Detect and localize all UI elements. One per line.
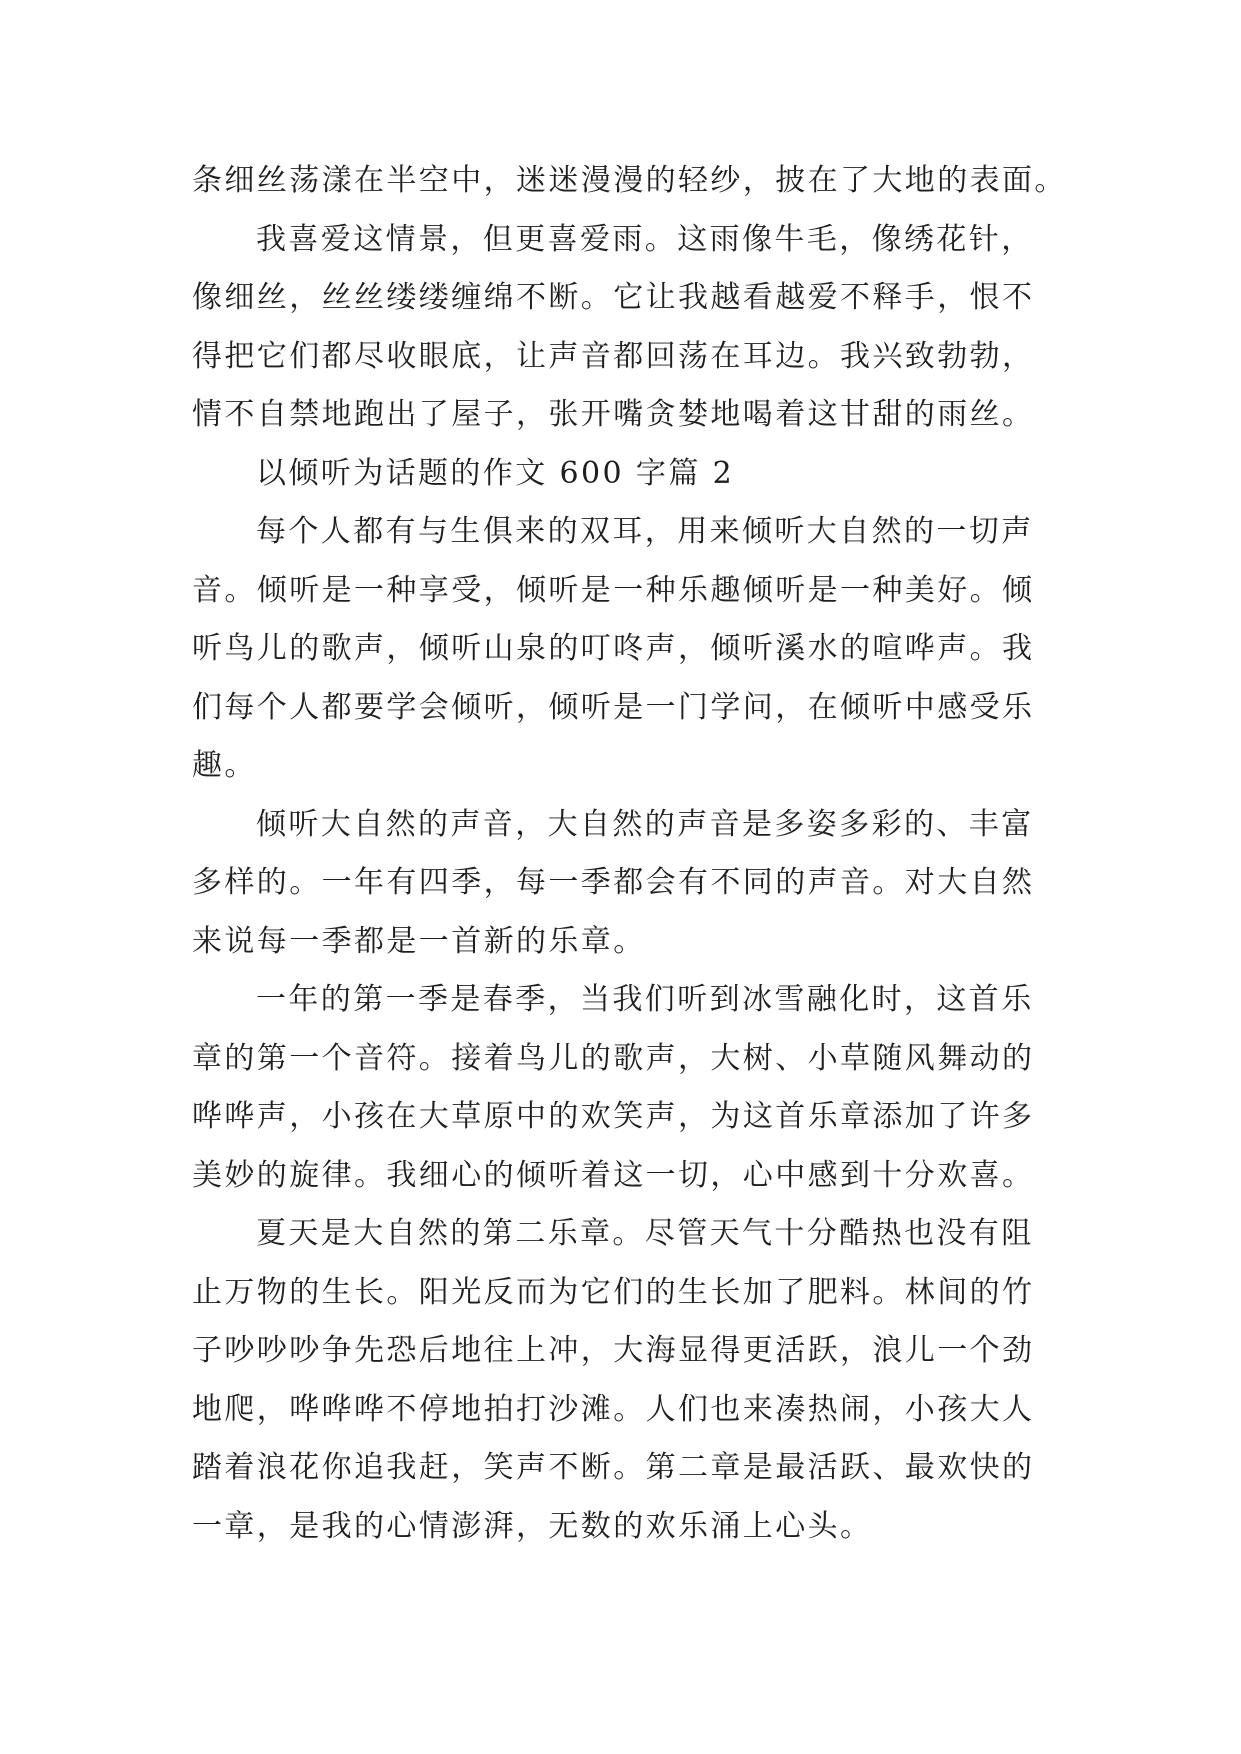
text-line: 止万物的生长。阳光反而为它们的生长加了肥料。林间的竹 <box>192 1274 1035 1310</box>
text-line: 趣。 <box>192 748 257 783</box>
body-text <box>192 152 1072 1556</box>
text-line: 地爬，哗哗哗不停地拍打沙滩。人们也来凑热闹，小孩大人 <box>192 1391 1035 1427</box>
text-line: 一章，是我的心情澎湃，无数的欢乐涌上心头。 <box>192 1508 873 1544</box>
text-line: 美妙的旋律。我细心的倾听着这一切，心中感到十分欢喜。 <box>192 1157 1035 1193</box>
text-line: 得把它们都尽收眼底，让声音都回荡在耳边。我兴致勃勃， <box>192 338 1035 374</box>
text-line: 以倾听为话题的作文 600 字篇 2 <box>256 455 735 491</box>
text-line: 每个人都有与生俱来的双耳，用来倾听大自然的一切声 <box>256 514 1034 549</box>
text-line: 踏着浪花你追我赶，笑声不断。第二章是最活跃、最欢快的 <box>192 1450 1035 1485</box>
text-line: 们每个人都要学会倾听，倾听是一门学问，在倾听中感受乐 <box>192 689 1035 725</box>
text-line: 子吵吵吵争先恐后地往上冲，大海显得更活跃，浪儿一个劲 <box>192 1333 1035 1368</box>
text-line: 哗哗声，小孩在大草原中的欢笑声，为这首乐章添加了许多 <box>192 1099 1035 1134</box>
text-line: 来说每一季都是一首新的乐章。 <box>192 923 646 959</box>
text-line: 听鸟儿的歌声，倾听山泉的叮咚声，倾听溪水的喧哗声。我 <box>192 631 1035 666</box>
text-line: 我喜爱这情景，但更喜爱雨。这雨像牛毛，像绣花针， <box>256 221 1034 257</box>
text-line: 多样的。一年有四季，每一季都会有不同的声音。对大自然 <box>192 865 1035 900</box>
text-line: 一年的第一季是春季，当我们听到冰雪融化时，这首乐 <box>256 982 1034 1017</box>
text-line: 夏天是大自然的第二乐章。尽管天气十分酷热也没有阻 <box>256 1216 1034 1251</box>
text-line: 条细丝荡漾在半空中，迷迷漫漫的轻纱，披在了大地的表面。 <box>192 163 1067 198</box>
text-line: 音。倾听是一种享受，倾听是一种乐趣倾听是一种美好。倾 <box>192 572 1035 608</box>
text-line: 情不自禁地跑出了屋子，张开嘴贪婪地喝着这甘甜的雨丝。 <box>192 397 1035 432</box>
text-line: 像细丝，丝丝缕缕缠绵不断。它让我越看越爱不释手，恨不 <box>192 280 1035 315</box>
text-line: 章的第一个音符。接着鸟儿的歌声，大树、小草随风舞动的 <box>192 1040 1035 1076</box>
text-line: 倾听大自然的声音，大自然的声音是多姿多彩的、丰富 <box>256 806 1034 842</box>
